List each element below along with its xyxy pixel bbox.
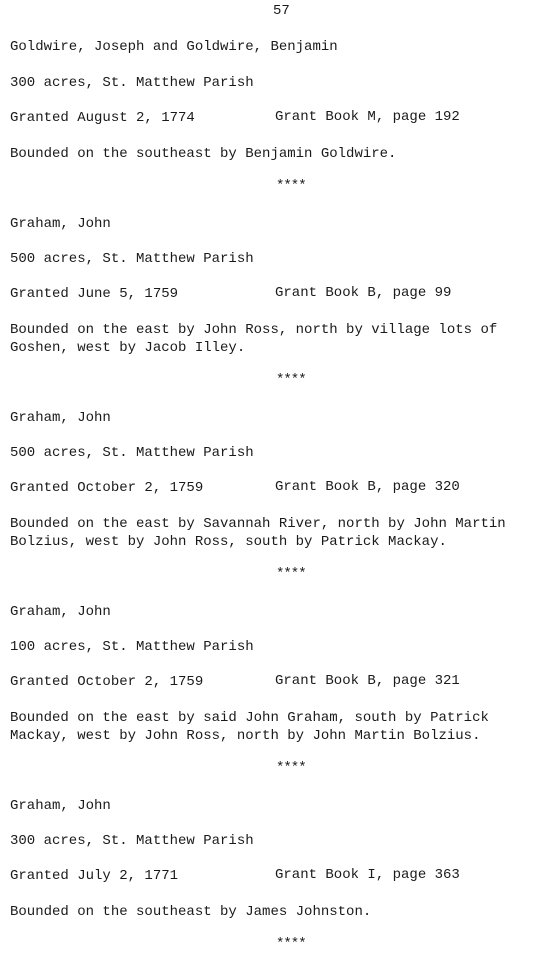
entry-granted: Granted June 5, 1759	[10, 286, 179, 302]
entry-name: Graham, John	[10, 604, 111, 620]
entry-separator: ****	[276, 936, 306, 952]
entry-granted: Granted August 2, 1774	[10, 110, 195, 126]
page-number: 57	[273, 3, 290, 19]
entry-separator: ****	[276, 178, 306, 194]
entry-granted: Granted July 2, 1771	[10, 868, 179, 884]
entry-grant-book: Grant Book B, page 321	[275, 673, 460, 689]
entry-grant-book: Grant Book B, page 320	[275, 479, 460, 495]
entry-separator: ****	[276, 566, 306, 582]
entry-bounded-line: Bounded on the east by said John Graham, south by Patrick	[10, 710, 489, 726]
entry-name: Graham, John	[10, 798, 111, 814]
entry-acreage: 500 acres, St. Matthew Parish	[10, 251, 254, 267]
entry-bounded-line: Bounded on the southeast by Benjamin Goldwire.	[10, 146, 397, 162]
entry-acreage: 300 acres, St. Matthew Parish	[10, 75, 254, 91]
entry-name: Graham, John	[10, 216, 111, 232]
entry-name: Goldwire, Joseph and Goldwire, Benjamin	[10, 39, 338, 55]
entry-granted: Granted October 2, 1759	[10, 480, 204, 496]
entry-grant-book: Grant Book I, page 363	[275, 867, 460, 883]
entry-bounded-line: Bolzius, west by John Ross, south by Patrick Mackay.	[10, 534, 447, 550]
entry-grant-book: Grant Book B, page 99	[275, 285, 452, 301]
entry-bounded-line: Goshen, west by Jacob Illey.	[10, 340, 246, 356]
entry-acreage: 300 acres, St. Matthew Parish	[10, 833, 254, 849]
entry-granted: Granted October 2, 1759	[10, 674, 204, 690]
entry-separator: ****	[276, 372, 306, 388]
entry-bounded-line: Mackay, west by John Ross, north by John Martin Bolzius.	[10, 728, 481, 744]
entry-bounded-line: Bounded on the east by John Ross, north by village lots of	[10, 322, 498, 338]
entry-bounded-line: Bounded on the southeast by James Johnston.	[10, 904, 372, 920]
entry-separator: ****	[276, 760, 306, 776]
entry-bounded-line: Bounded on the east by Savannah River, north by John Martin	[10, 516, 506, 532]
entry-name: Graham, John	[10, 410, 111, 426]
entry-acreage: 500 acres, St. Matthew Parish	[10, 445, 254, 461]
entry-acreage: 100 acres, St. Matthew Parish	[10, 639, 254, 655]
entry-grant-book: Grant Book M, page 192	[275, 109, 460, 125]
